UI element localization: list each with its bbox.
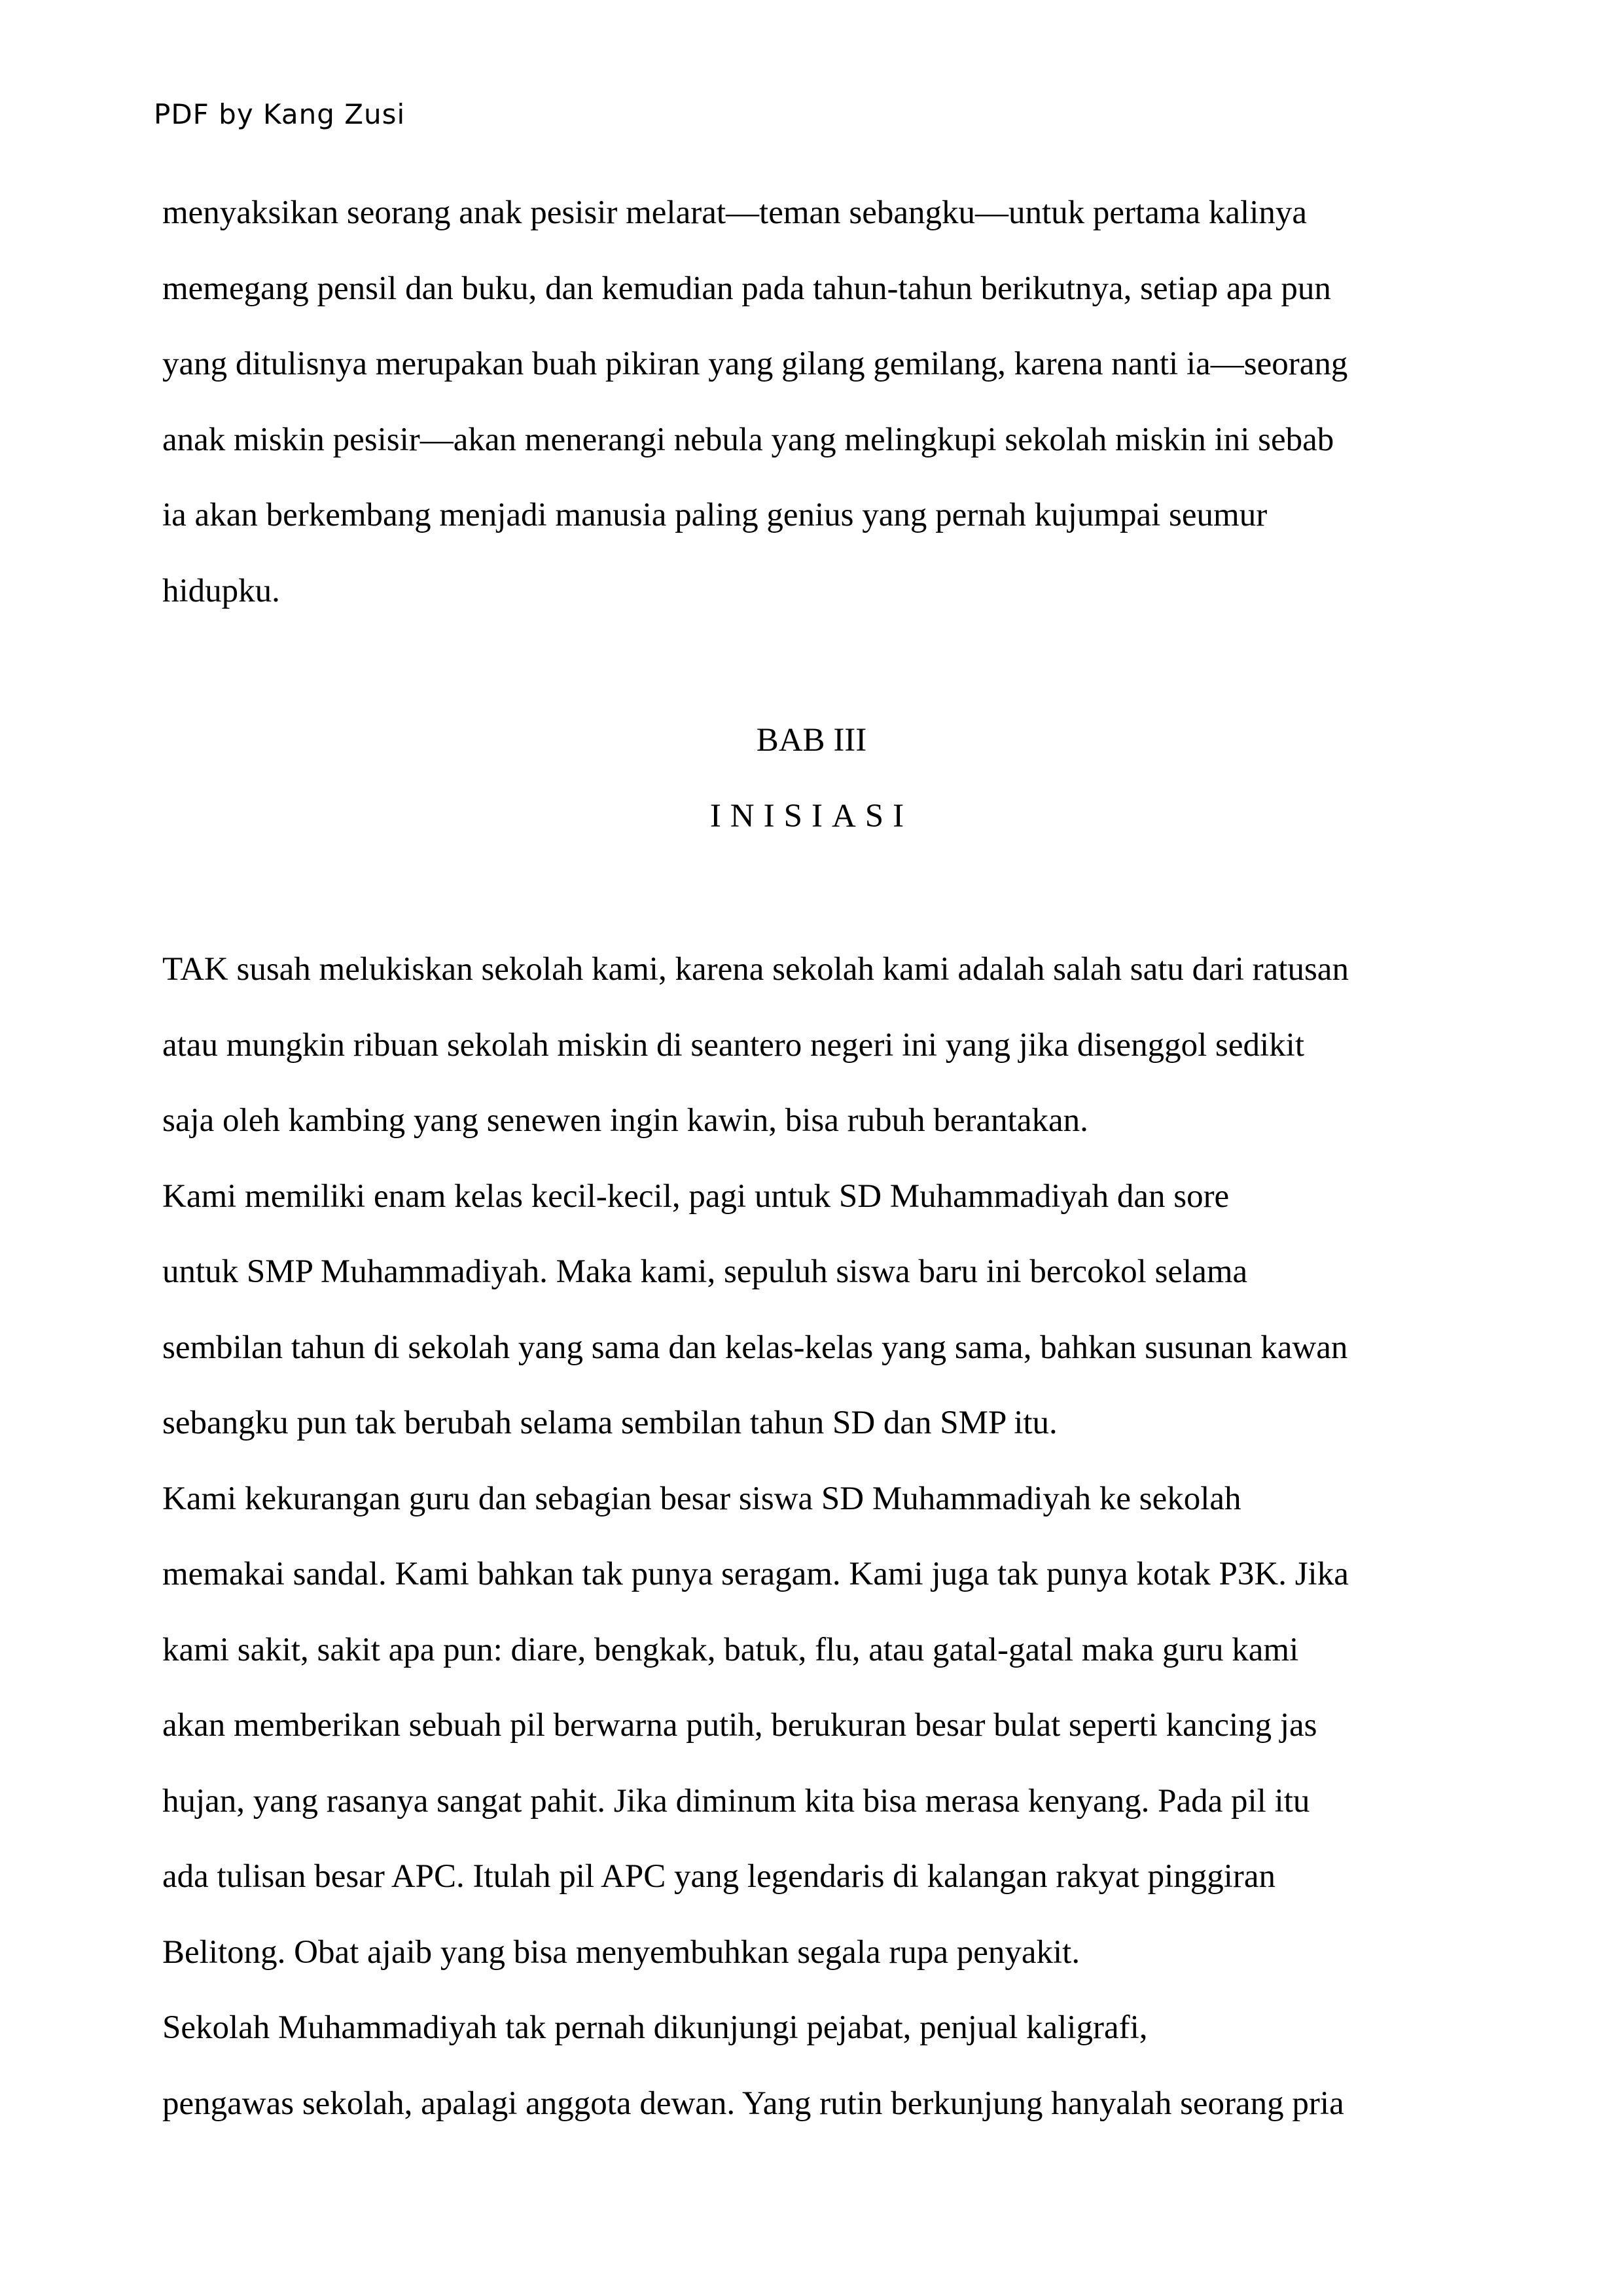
intro-line: hidupku. xyxy=(162,573,280,609)
body-line: sembilan tahun di sekolah yang sama dan kelas-kelas yang sama, bahkan susunan kawan xyxy=(162,1329,1348,1366)
body-line: pengawas sekolah, apalagi anggota dewan. Yang rutin berkunjung hanyalah seorang pria xyxy=(162,2085,1344,2122)
body-line: atau mungkin ribuan sekolah miskin di seantero negeri ini yang jika disenggol sedikit xyxy=(162,1027,1304,1064)
body-line: memakai sandal. Kami bahkan tak punya seragam. Kami juga tak punya kotak P3K. Jika xyxy=(162,1556,1349,1592)
intro-line: anak miskin pesisir—akan menerangi nebula yang melingkupi sekolah miskin ini sebab xyxy=(162,422,1334,458)
body-line: TAK susah melukiskan sekolah kami, karena sekolah kami adalah salah satu dari ratusan xyxy=(162,951,1349,988)
body-line: ada tulisan besar APC. Itulah pil APC yang legendaris di kalangan rakyat pinggiran xyxy=(162,1858,1276,1895)
body-line: sebangku pun tak berubah selama sembilan tahun SD dan SMP itu. xyxy=(162,1405,1058,1441)
intro-line: memegang pensil dan buku, dan kemudian pada tahun-tahun berikutnya, setiap apa pun xyxy=(162,270,1331,307)
body-line: akan memberikan sebuah pil berwarna putih, berukuran besar bulat seperti kancing jas xyxy=(162,1707,1317,1744)
body-line: untuk SMP Muhammadiyah. Maka kami, sepuluh siswa baru ini bercokol selama xyxy=(162,1253,1248,1290)
body-line: Belitong. Obat ajaib yang bisa menyembuhkan segala rupa penyakit. xyxy=(162,1934,1080,1971)
chapter-title: INISIASI xyxy=(709,798,914,834)
chapter-number: BAB III xyxy=(756,722,867,759)
intro-line: menyaksikan seorang anak pesisir melarat—teman sebangku—untuk pertama kalinya xyxy=(162,194,1308,231)
body-line: Kami memiliki enam kelas kecil-kecil, pagi untuk SD Muhammadiyah dan sore xyxy=(162,1178,1230,1215)
intro-line: yang ditulisnya merupakan buah pikiran yang gilang gemilang, karena nanti ia—seorang xyxy=(162,346,1348,382)
body-line: kami sakit, sakit apa pun: diare, bengkak, batuk, flu, atau gatal-gatal maka guru kami xyxy=(162,1632,1299,1668)
body-line: hujan, yang rasanya sangat pahit. Jika diminum kita bisa merasa kenyang. Pada pil itu xyxy=(162,1783,1310,1820)
body-line: Kami kekurangan guru dan sebagian besar siswa SD Muhammadiyah ke sekolah xyxy=(162,1480,1241,1517)
intro-line: ia akan berkembang menjadi manusia paling genius yang pernah kujumpai seumur xyxy=(162,497,1268,533)
page-header: PDF by Kang Zusi xyxy=(154,98,406,130)
body-line: saja oleh kambing yang senewen ingin kawin, bisa rubuh berantakan. xyxy=(162,1102,1088,1139)
body-line: Sekolah Muhammadiyah tak pernah dikunjungi pejabat, penjual kaligrafi, xyxy=(162,2009,1148,2046)
